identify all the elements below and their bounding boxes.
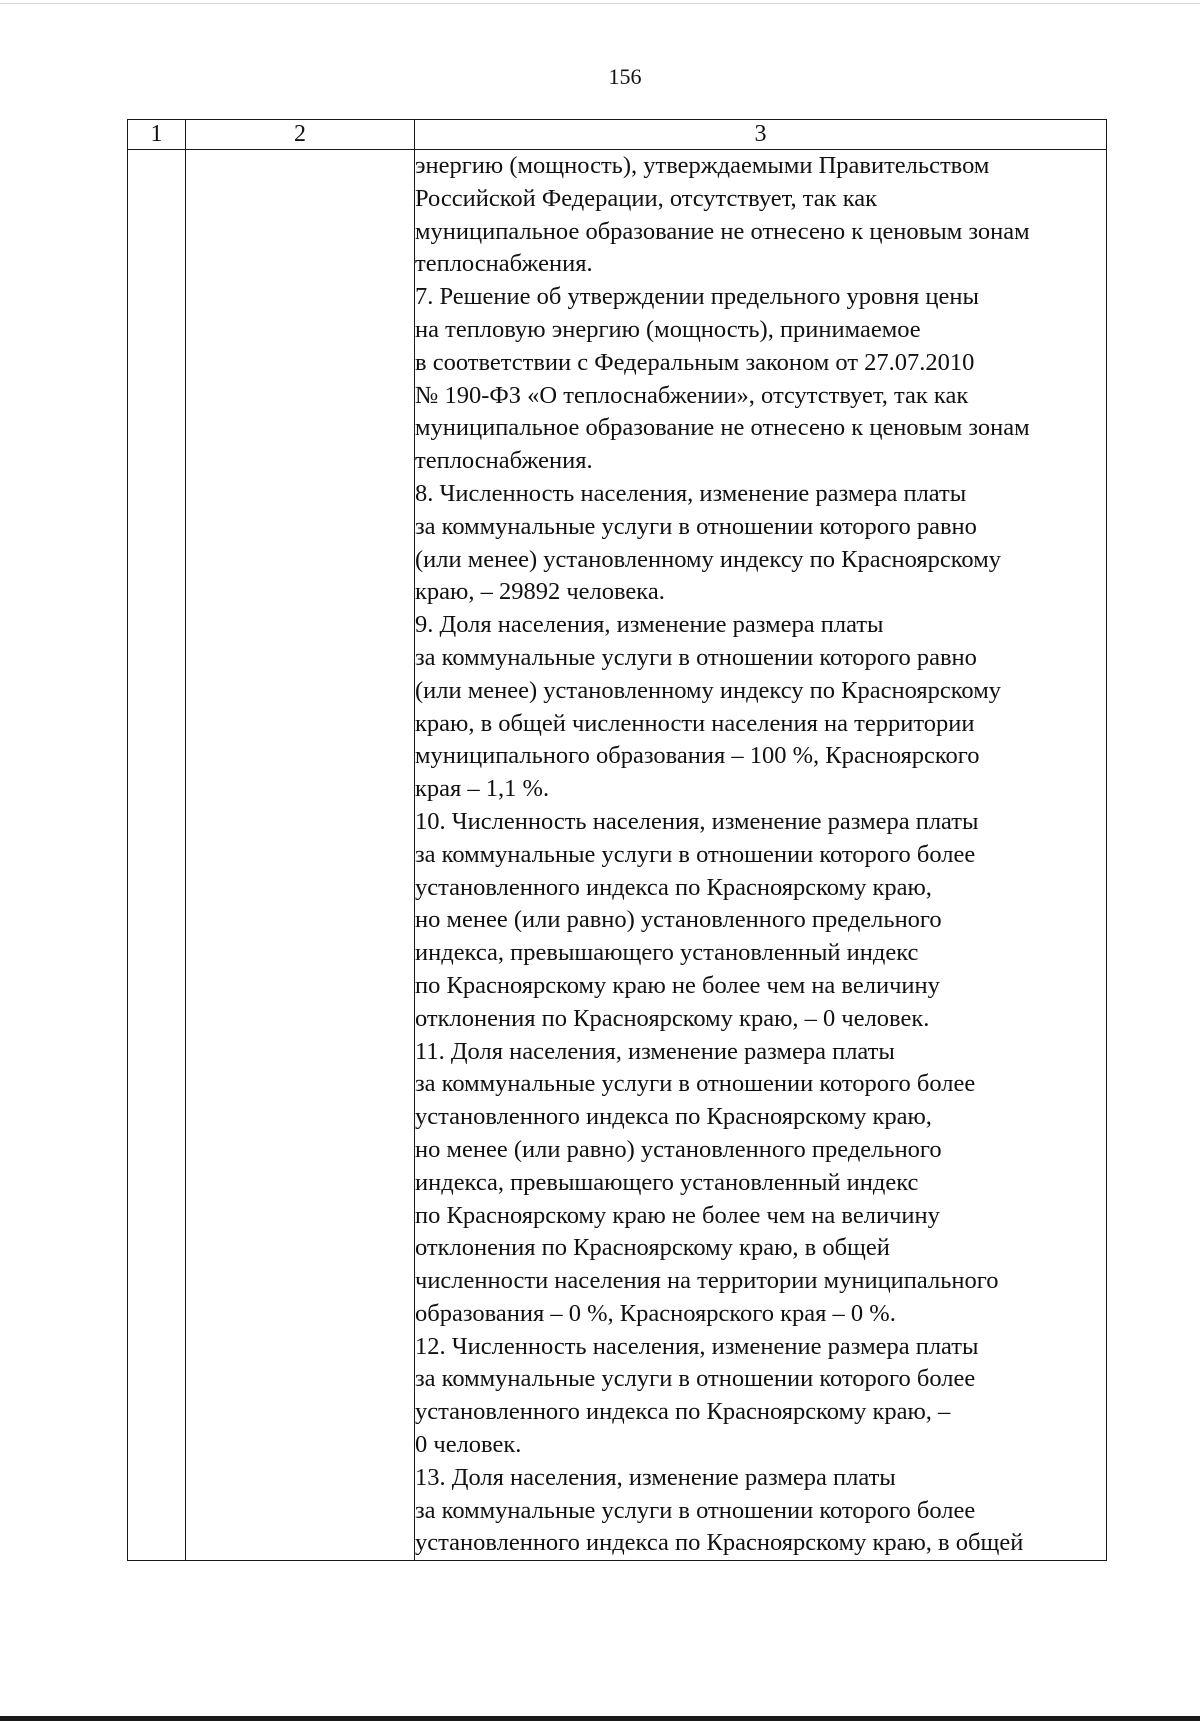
scan-edge	[0, 3, 1200, 4]
column-header-2: 2	[186, 120, 415, 150]
text-line: (или менее) установленному индексу по Красноярскому	[415, 545, 1001, 573]
text-line: Российской Федерации, отсутствует, так как	[415, 184, 878, 212]
text-line: 11. Доля населения, изменение размера платы	[415, 1037, 895, 1065]
text-line: за коммунальные услуги в отношении которого более	[415, 1070, 976, 1098]
text-line: теплоснабжения.	[415, 250, 593, 278]
text-line: теплоснабжения.	[415, 447, 593, 475]
text-line: 7. Решение об утверждении предельного уровня цены	[415, 283, 979, 311]
column-header-3: 3	[415, 120, 1107, 150]
text-line: энергию (мощность), утверждаемыми Правительством	[415, 152, 990, 179]
text-line: 12. Численность населения, изменение размера платы	[415, 1332, 979, 1360]
text-line: края – 1,1 %.	[415, 775, 550, 803]
text-line: установленного индекса по Красноярскому краю, –	[415, 1398, 951, 1426]
text-line: краю, в общей численности населения на территории	[415, 709, 975, 737]
text-line: муниципального образования – 100 %, Красноярского	[415, 742, 980, 770]
text-line: 13. Доля населения, изменение размера платы	[415, 1463, 896, 1491]
text-line: отклонения по Красноярскому краю, в общей	[415, 1234, 890, 1262]
text-line: установленного индекса по Красноярскому краю,	[415, 873, 932, 901]
text-line: в соответствии с Федеральным законом от 27.07.2010	[415, 348, 975, 376]
text-line: установленного индекса по Красноярскому краю,	[415, 1103, 932, 1131]
text-line: численности населения на территории муниципального	[415, 1267, 999, 1295]
text-line: краю, – 29892 человека.	[415, 578, 665, 606]
text-line: образования – 0 %, Красноярского края – 0 %.	[415, 1299, 896, 1327]
cell-column-1	[128, 150, 186, 1561]
text-line: № 190-ФЗ «О теплоснабжении», отсутствует, так как	[415, 381, 969, 409]
text-line: отклонения по Красноярскому краю, – 0 человек.	[415, 1004, 930, 1032]
text-line: по Красноярскому краю не более чем на величину	[415, 971, 940, 999]
document-table	[127, 119, 1107, 1561]
text-line: установленного индекса по Красноярскому краю, в общей	[415, 1529, 1024, 1557]
text-line: 9. Доля населения, изменение размера платы	[415, 611, 884, 639]
text-line: за коммунальные услуги в отношении которого равно	[415, 643, 977, 671]
text-line: за коммунальные услуги в отношении которого равно	[415, 512, 977, 540]
table-row	[128, 150, 1107, 1561]
text-line: на тепловую энергию (мощность), принимаемое	[415, 315, 921, 343]
cell-column-3	[415, 150, 1107, 1561]
text-line: (или менее) установленному индексу по Красноярскому	[415, 676, 1001, 704]
text-line: за коммунальные услуги в отношении которого более	[415, 1365, 976, 1393]
text-line: но менее (или равно) установленного предельного	[415, 906, 942, 934]
text-line: индекса, превышающего установленный индекс	[415, 1168, 919, 1196]
cell-column-2	[186, 150, 415, 1561]
text-line: но менее (или равно) установленного предельного	[415, 1135, 942, 1163]
page-number: 156	[608, 64, 642, 89]
text-line: за коммунальные услуги в отношении которого более	[415, 1496, 976, 1524]
text-line: по Красноярскому краю не более чем на величину	[415, 1201, 940, 1229]
text-line: за коммунальные услуги в отношении которого более	[415, 840, 976, 868]
text-line: 0 человек.	[415, 1431, 522, 1459]
text-line: индекса, превышающего установленный индекс	[415, 939, 919, 967]
text-line: муниципальное образование не отнесено к ценовым зонам	[415, 217, 1030, 245]
table-header-row	[128, 120, 1107, 150]
text-line: 10. Численность населения, изменение размера платы	[415, 807, 979, 835]
column-header-1: 1	[128, 120, 186, 150]
text-line: 8. Численность населения, изменение размера платы	[415, 479, 967, 507]
scan-bottom-edge	[0, 1716, 1200, 1721]
text-line: муниципальное образование не отнесено к ценовым зонам	[415, 414, 1030, 442]
